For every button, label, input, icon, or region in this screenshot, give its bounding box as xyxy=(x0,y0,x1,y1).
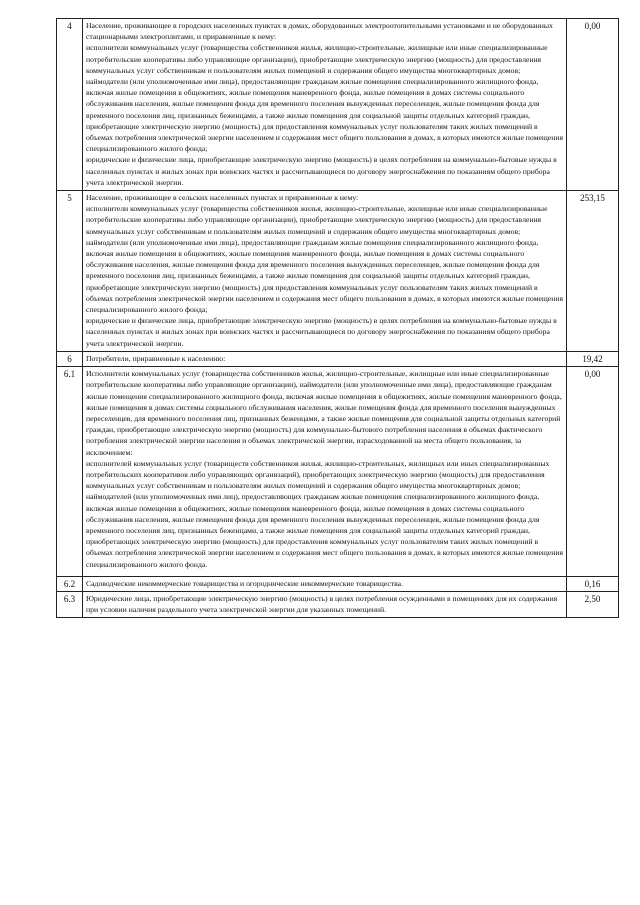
description-paragraph: Потребители, приравненные к населению: xyxy=(86,353,226,363)
row-number: 5 xyxy=(57,191,83,352)
table-row xyxy=(57,576,619,591)
description-paragraph: Исполнители коммунальных услуг (товарищества собственников жилья, жилищно-строительные, жилищные или иные специализированные потребительские кооперативы либо управляющие организации), наймодатели (или уполномоченные ими лица), предоставляющие гражданам жилые помещения специализированного жилищного фонда, включая жилые помещения в общежитиях, жилые помещения маневренного фонда, жилые помещения в домах системы социального обслуживания населения, жилые помещения фонда для временного поселения вынужденных переселенцев, для временного поселения лиц, признанных беженцами, а также жилые помещения для социальной защиты отдельных категорий граждан, приобретающие электрическую энергию (мощность) для коммунально-бытового потребления населения в объемах фактического потребления электрической энергии населения и объемах электрической энергии, израсходованной на места общего пользования, за исключением: xyxy=(86,369,562,457)
tariff-table-body xyxy=(57,19,619,618)
row-description xyxy=(83,591,567,617)
row-number: 6.2 xyxy=(57,576,83,591)
row-number: 6 xyxy=(57,351,83,366)
description-paragraph: исполнителей коммунальных услуг (товариществ собственников жилья, жилищно-строительных, жилищных или иных специализированных потребительских кооперативов либо управляющих организаций), приобретающих электрическую энергию (мощность) для предоставления коммунальных услуг собственникам и пользователям жилых помещений и содержания общего имущества многоквартирных домов; xyxy=(86,458,550,491)
row-number: 6.1 xyxy=(57,367,83,577)
tariff-value: 0,16 xyxy=(567,576,619,591)
table-row xyxy=(57,19,619,191)
description-paragraph: наймодатели (или уполномоченные ими лица), предоставляющие гражданам жилые помещения специализированного жилищного фонда, включая жилые помещения в общежитиях, жилые помещения маневренного фонда, жилые помещения в домах системы социального обслуживания населения, жилые помещения фонда для временного поселения вынужденных переселенцев, жилые помещения фонда для временного поселения лиц, признанных беженцами, а также жилые помещения для социальной защиты отдельных категорий граждан, приобретающие электрическую энергию (мощность) для предоставления коммунальных услуг пользователям таких жилых помещений в объемах потребления электрической энергии населением и содержания мест общего пользования в домах, в которых имеются жилые помещения специализированного жилого фонда; xyxy=(86,77,563,154)
description-paragraph: Население, проживающее в сельских населенных пунктах и приравненные к нему: xyxy=(86,193,359,203)
description-paragraph: исполнители коммунальных услуг (товарищества собственников жилья, жилищно-строительные, жилищные или иные специализированные потребительские кооперативы либо управляющие организации), приобретающие электрическую энергию (мощность) для предоставления коммунальных услуг собственникам и пользователям жилых помещений и содержания общего имущества многоквартирных домов; xyxy=(86,43,548,75)
description-paragraph: Садоводческие некоммерческие товарищества и огороднические некоммерческие товарищества. xyxy=(86,578,403,588)
table-row xyxy=(57,591,619,617)
tariff-value: 0,00 xyxy=(567,19,619,191)
description-paragraph: наймодатели (или уполномоченные ими лица), предоставляющие гражданам жилые помещения специализированного жилищного фонда, включая жилые помещения в общежитиях, жилые помещения маневренного фонда, жилые помещения в домах системы социального обслуживания населения, жилые помещения фонда для временного поселения вынужденных переселенцев, жилые помещения фонда для временного поселения лиц, признанных беженцами, а также жилые помещения для социальной защиты отдельных категорий граждан, приобретающие электрическую энергию (мощность) для предоставления коммунальных услуг пользователям таких жилых помещений в объемах потребления электрической энергии населением и содержания мест общего пользования в домах, в которых имеются жилые помещения специализированного жилого фонда; xyxy=(86,237,563,315)
row-number: 6.3 xyxy=(57,591,83,617)
description-paragraph: наймодателей (или уполномоченных ими лиц), предоставляющих гражданам жилые помещения специализированного жилищного фонда, включая жилые помещения в общежитиях, жилые помещения маневренного фонда, жилые помещения в домах системы социального обслуживания населения, жилые помещения фонда для временного поселения вынужденных переселенцев, жилые помещения фонда для временного поселения лиц, признанных беженцами, а также жилые помещения для социальной защиты отдельных категорий граждан, приобретающих электрическую энергию (мощность) для предоставления коммунальных услуг пользователям таких жилых помещений в объемах потребления электрической энергии населением и содержания мест общего пользования в домах, в которых имеются жилые помещения специализированного жилого фонда. xyxy=(86,492,563,569)
tariff-value: 19,42 xyxy=(567,351,619,366)
tariff-table-page xyxy=(56,18,618,618)
row-description xyxy=(83,191,567,352)
tariff-value: 253,15 xyxy=(567,191,619,352)
row-description xyxy=(83,19,567,191)
row-description xyxy=(83,576,567,591)
description-paragraph: Население, проживающее в городских населенных пунктах в домах, оборудованных электроотопительными установками и не оборудованных стационарными электроплитами, и приравненные к нему: xyxy=(86,21,553,42)
description-paragraph: юридические и физические лица, приобретающие электрическую энергию (мощность) в целях потребления на коммунально-бытовые нужды в населенных пунктах и жилых зонах при воинских частях и рассчитывающиеся по договору энергоснабжения по показаниям общего прибора учета электрической энергии. xyxy=(86,316,557,348)
table-row xyxy=(57,351,619,366)
description-paragraph: юридические и физические лица, приобретающие электрическую энергию (мощность) в целях потребления на коммунально-бытовые нужды в населенных пунктах и жилых зонах при воинских частях и рассчитывающиеся по договору энергоснабжения по показаниям общего прибора учета электрической энергии. xyxy=(86,155,557,187)
table-row xyxy=(57,367,619,577)
tariff-value: 2,50 xyxy=(567,591,619,617)
tariff-value: 0,00 xyxy=(567,367,619,577)
spacer xyxy=(86,570,563,574)
tariff-table xyxy=(56,18,619,618)
description-paragraph: Юридические лица, приобретающие электрическую энергию (мощность) в целях потребления осужденными в помещениях для их содержания при условии наличия раздельного учета электрической энергии для указанных помещений. xyxy=(86,593,558,615)
row-number: 4 xyxy=(57,19,83,191)
description-paragraph: исполнители коммунальных услуг (товарищества собственников жилья, жилищно-строительные, жилищные или иные специализированные потребительские кооперативы либо управляющие организации), приобретающие электрическую энергию (мощность) для предоставления коммунальных услуг собственникам и пользователям жилых помещений и содержания общего имущества многоквартирных домов; xyxy=(86,204,548,236)
row-description xyxy=(83,351,567,366)
table-row xyxy=(57,191,619,352)
row-description xyxy=(83,367,567,577)
